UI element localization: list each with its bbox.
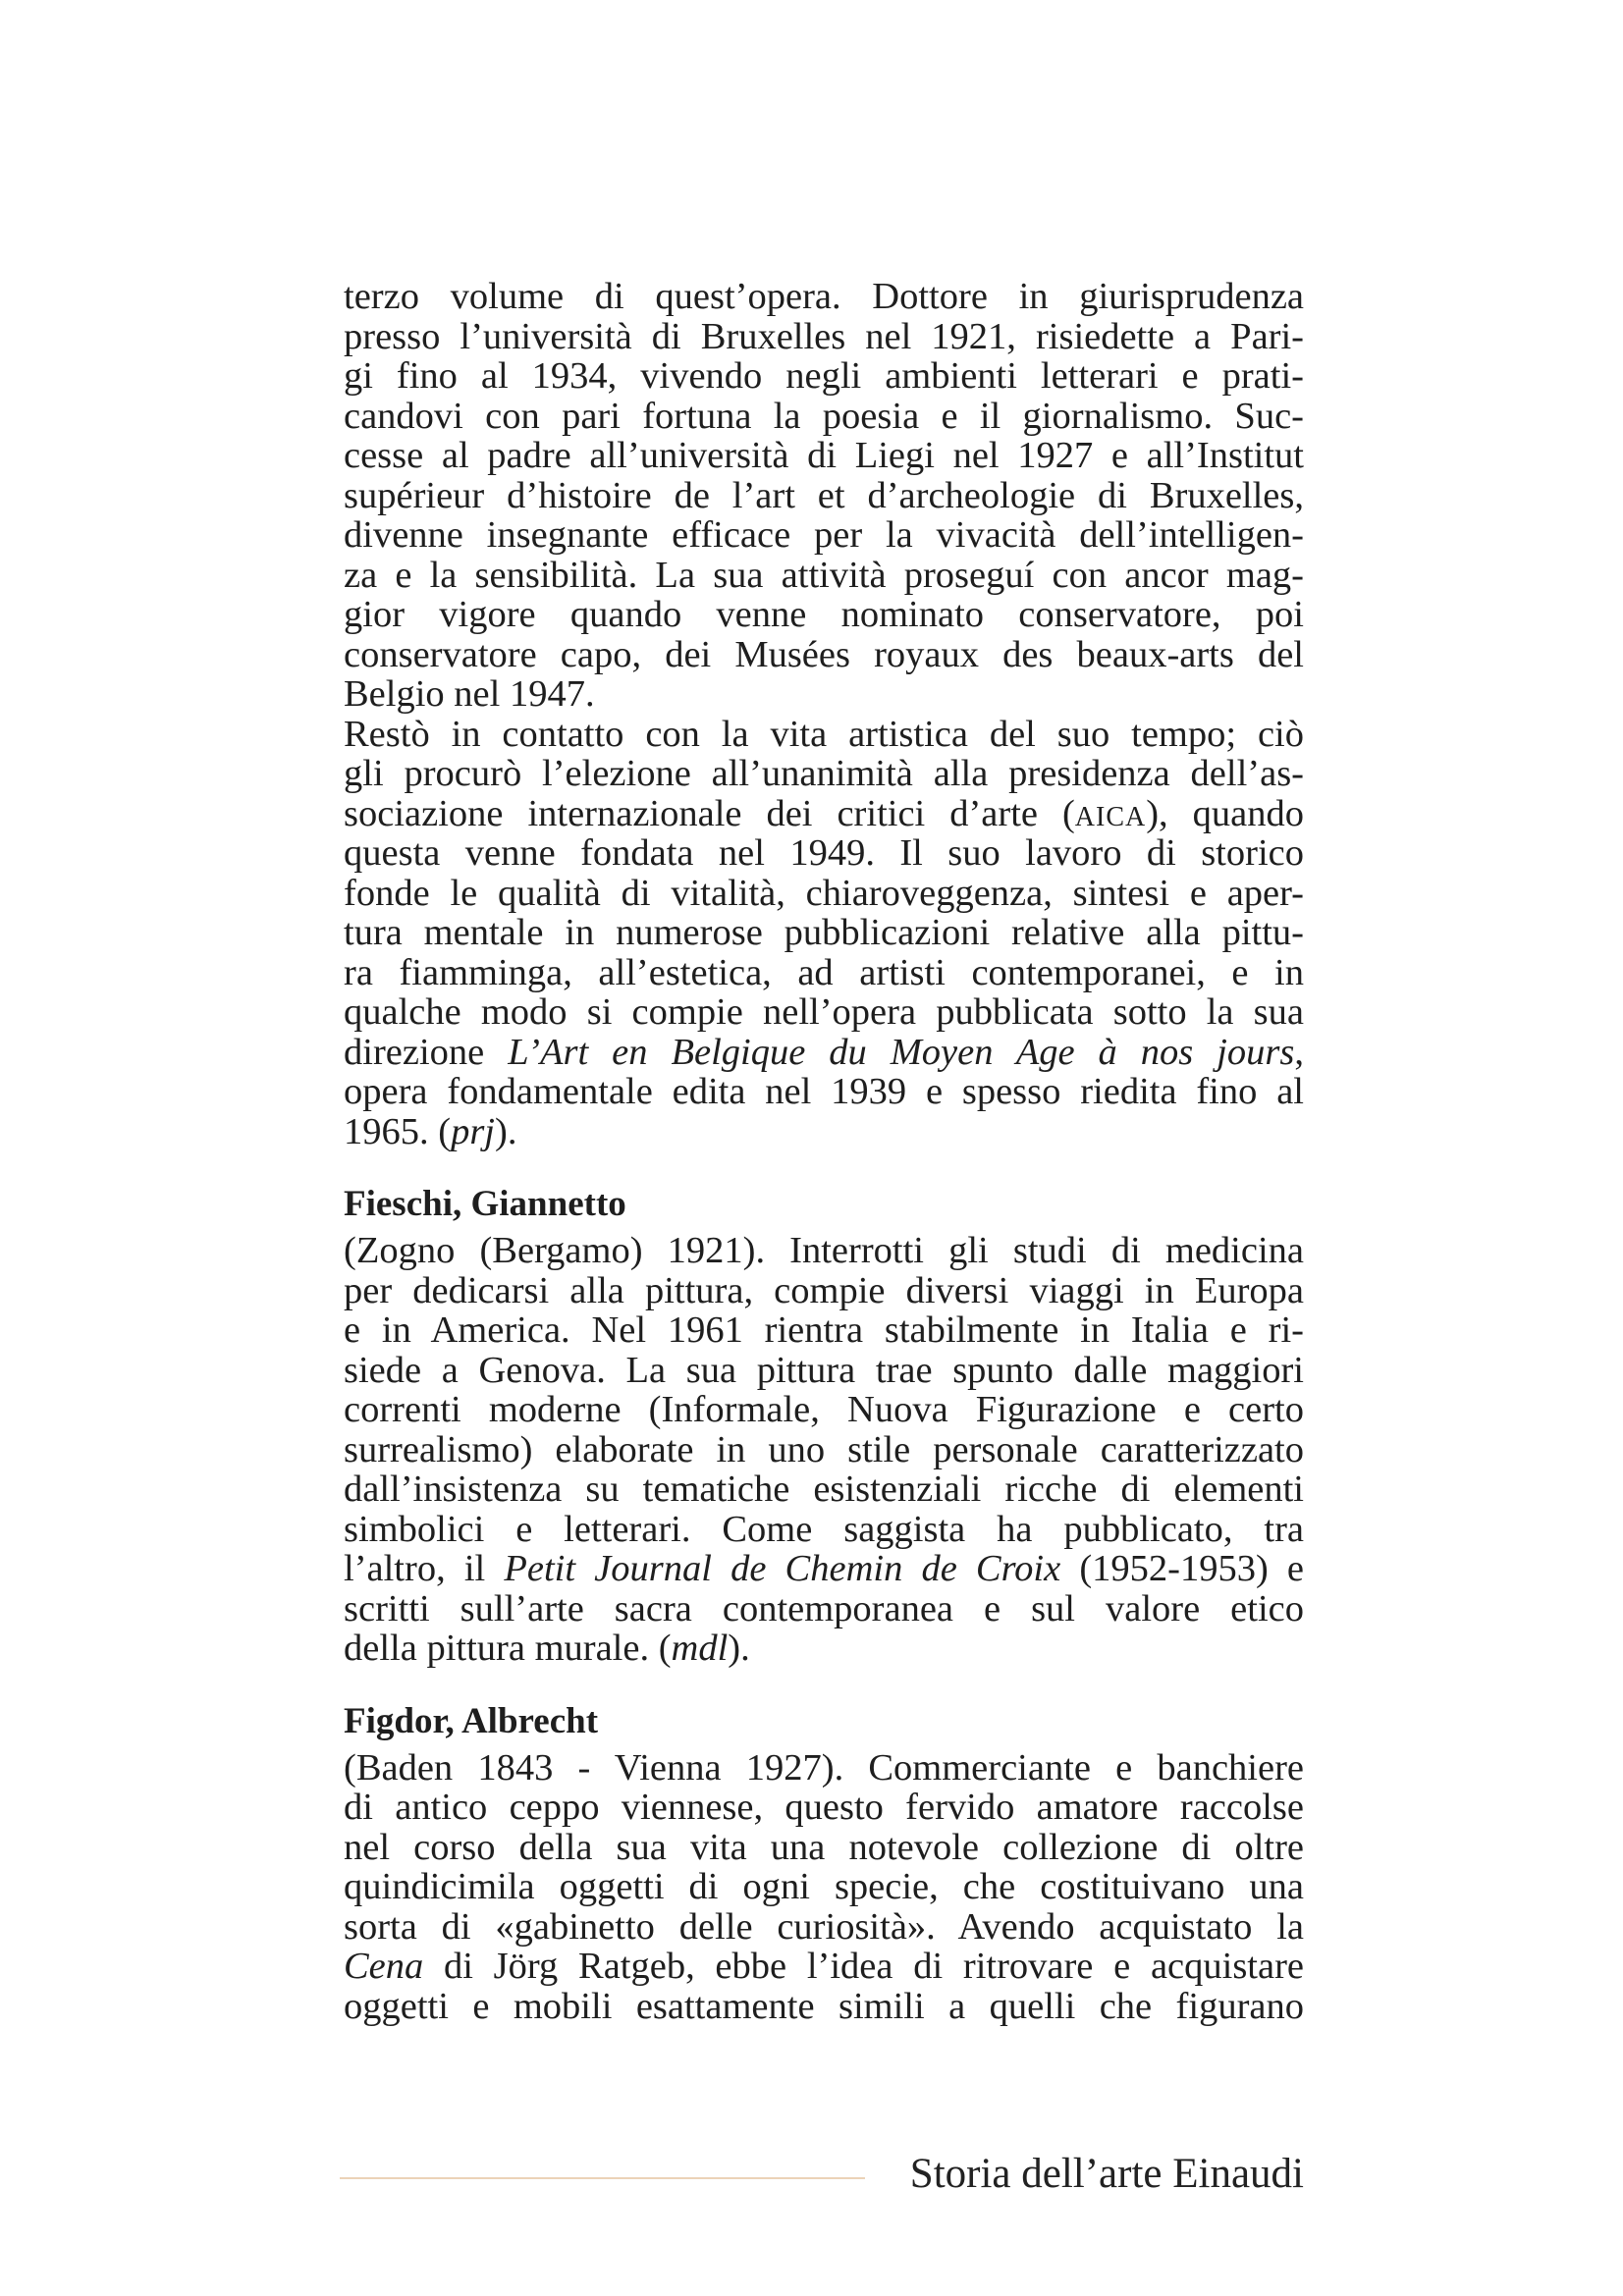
text-fragment: ). <box>728 1628 750 1669</box>
text-line: cesse al padre all’università di Liegi nel 1927 e all’Institut <box>344 435 1304 476</box>
text-line: qualche modo si compie nell’opera pubblicata sotto la sua <box>344 991 1304 1033</box>
entry-fieschi <box>344 1184 1304 1669</box>
text-line-signature <box>344 1629 1304 1669</box>
text-line: Restò in contatto con la vita artistica del suo tempo; ciò <box>344 713 1304 755</box>
text-line: e in America. Nel 1961 rientra stabilmente in Italia e ri- <box>344 1309 1304 1351</box>
text-line: quindicimila oggetti di ogni specie, che costituivano una <box>344 1866 1304 1907</box>
text-line: candovi con pari fortuna la poesia e il giornalismo. Suc- <box>344 395 1304 437</box>
text-line: za e la sensibilità. La sua attività proseguí con ancor mag- <box>344 554 1304 596</box>
text-fragment: , <box>1294 1031 1304 1073</box>
book-title: L’Art en Belgique du Moyen Age à nos jours <box>508 1031 1295 1073</box>
text-fragment: ). <box>495 1110 517 1152</box>
text-fragment: ), quando <box>1146 792 1304 834</box>
footer-rule <box>340 2177 865 2179</box>
text-fragment: della pittura murale. ( <box>344 1628 672 1669</box>
text-fragment: direzione <box>344 1031 509 1073</box>
text-fragment: l’altro, il <box>344 1548 505 1589</box>
text-line: gli procurò l’elezione all’unanimità alla presidenza dell’as- <box>344 753 1304 794</box>
text-line: (Baden 1843 - Vienna 1927). Commerciante e banchiere <box>344 1746 1304 1789</box>
author-initials: prj <box>451 1110 496 1152</box>
text-line: Belgio nel 1947. <box>344 673 595 715</box>
text-line: fonde le qualità di vitalità, chiaroveggenza, sintesi e aper- <box>344 872 1304 914</box>
text-line-book-title <box>344 1033 1304 1073</box>
entry-heading: Fieschi, Giannetto <box>344 1184 626 1224</box>
text-line: gior vigore quando venne nominato conservatore, poi <box>344 594 1304 635</box>
text-line: tura mentale in numerose pubblicazioni relative alla pittu- <box>344 912 1304 953</box>
text-line-journal-title <box>344 1549 1304 1589</box>
text-line: gi fino al 1934, vivendo negli ambienti letterari e prati- <box>344 355 1304 397</box>
text-line: (Zogno (Bergamo) 1921). Interrotti gli studi di medicina <box>344 1230 1304 1271</box>
text-line-artwork-title <box>344 1947 1304 1987</box>
aica-abbreviation: AICA <box>1074 801 1147 832</box>
text-line: divenne insegnante efficace per la vivacità dell’intelligen- <box>344 514 1304 556</box>
text-line: supérieur d’histoire de l’art et d’archeologie di Bruxelles, <box>344 474 1304 516</box>
text-fragment: (1952-1953) e <box>1060 1548 1304 1589</box>
paragraph-continuation <box>344 277 1304 715</box>
text-line: questa venne fondata nel 1949. Il suo lavoro di storico <box>344 832 1304 874</box>
text-fragment: sociazione internazionale dei critici d’arte ( <box>344 792 1075 834</box>
author-initials: mdl <box>671 1628 729 1669</box>
text-line: opera fondamentale edita nel 1939 e spesso riedita fino al <box>344 1071 1304 1112</box>
artwork-title: Cena <box>344 1946 424 1987</box>
entry-figdor <box>344 1701 1304 2027</box>
text-fragment: di Jörg Ratgeb, ebbe l’idea di ritrovare e acquistare <box>423 1946 1304 1987</box>
text-line: scritti sull’arte sacra contemporanea e sul valore etico <box>344 1587 1304 1629</box>
text-line: simbolici e letterari. Come saggista ha pubblicato, tra <box>344 1508 1304 1550</box>
text-line: nel corso della sua vita una notevole collezione di oltre <box>344 1826 1304 1868</box>
text-fragment: 1965. ( <box>344 1110 452 1152</box>
main-text <box>344 277 1304 2026</box>
text-line: ra fiamminga, all’estetica, ad artisti contemporanei, e in <box>344 951 1304 993</box>
footer-title: Storia dell’arte Einaudi <box>909 2151 1304 2197</box>
text-line: conservatore capo, dei Musées royaux des beaux-arts del <box>344 633 1304 675</box>
text-line: oggetti e mobili esattamente simili a quelli che figurano <box>344 1985 1304 2027</box>
text-line: siede a Genova. La sua pittura trae spunto dalle maggiori <box>344 1349 1304 1391</box>
text-line-signature <box>344 1112 1304 1152</box>
text-line-aica <box>344 794 1304 834</box>
spacer <box>344 1151 1304 1184</box>
text-line: per dedicarsi alla pittura, compie diversi viaggi in Europa <box>344 1269 1304 1311</box>
text-line: dall’insistenza su tematiche esistenziali ricche di elementi <box>344 1468 1304 1510</box>
text-line: correnti moderne (Informale, Nuova Figurazione e certo <box>344 1389 1304 1430</box>
entry-heading: Figdor, Albrecht <box>344 1700 599 1741</box>
spacer <box>344 1669 1304 1701</box>
text-line: presso l’università di Bruxelles nel 1921, risiedette a Pari- <box>344 315 1304 357</box>
text-line: di antico ceppo viennese, questo fervido amatore raccolse <box>344 1787 1304 1828</box>
text-line: terzo volume di quest’opera. Dottore in giurisprudenza <box>344 276 1304 317</box>
text-line: sorta di «gabinetto delle curiosità». Avendo acquistato la <box>344 1905 1304 1948</box>
text-line: surrealismo) elaborate in uno stile personale caratterizzato <box>344 1428 1304 1470</box>
paragraph-second <box>344 715 1304 1152</box>
journal-title: Petit Journal de Chemin de Croix <box>504 1548 1061 1589</box>
